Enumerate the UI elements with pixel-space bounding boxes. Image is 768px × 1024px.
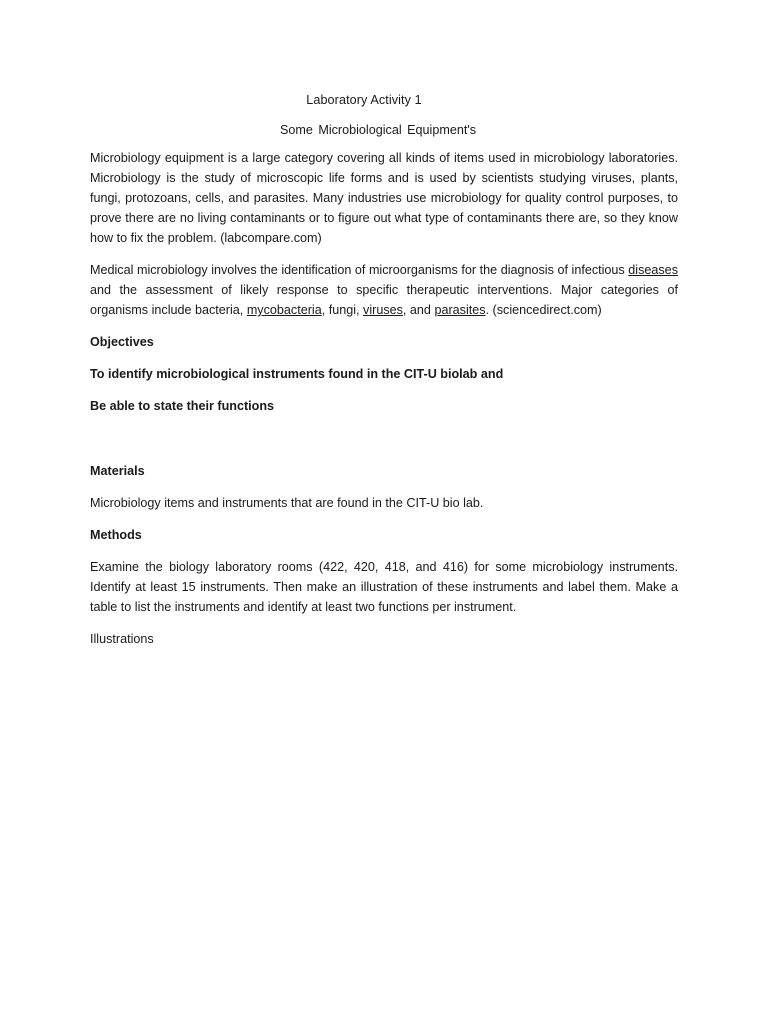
medical-text-5: . (sciencedirect.com): [485, 303, 602, 317]
document-page: [90, 90, 678, 649]
methods-text: Examine the biology laboratory rooms (422, 420, 418, and 416) for some microbiology instruments. Identify at least 15 instruments. Then make an illustration of these instruments and label them. Make a table to list the instruments and identify at least two functions per instrument.: [90, 560, 678, 614]
materials-heading: Materials: [90, 464, 145, 478]
mycobacteria-link[interactable]: mycobacteria: [246, 303, 322, 317]
illustrations-label: Illustrations: [90, 632, 154, 646]
objective-1: To identify microbiological instruments found in the CIT-U biolab and: [90, 367, 504, 381]
medical-text-1: Medical microbiology involves the identification of microorganisms for the diagnosis of infectious: [90, 263, 629, 277]
diseases-link[interactable]: diseases: [628, 263, 678, 277]
objectives-heading: Objectives: [90, 335, 154, 349]
intro-paragraph: Microbiology equipment is a large category covering all kinds of items used in microbiology laboratories. Microbiology is the study of microscopic life forms and is used by scientists studying viruses, plants, fungi, protozoans, cells, and parasites. Many industries use microbiology for quality control purposes, to prove there are no living contaminants or to figure out what type of contaminants there are, so they know how to fix the problem. (labcompare.com): [90, 151, 678, 245]
materials-text: Microbiology items and instruments that are found in the CIT-U bio lab.: [90, 496, 484, 510]
medical-paragraph: [90, 260, 678, 320]
medical-text-3: , fungi,: [321, 303, 364, 317]
viruses-link[interactable]: viruses: [363, 303, 403, 317]
document-title: Laboratory Activity 1: [306, 93, 422, 107]
medical-text-2: and the assessment of likely response to specific therapeutic interventions. Major categories of organisms include bacteria,: [90, 283, 678, 317]
parasites-link[interactable]: parasites: [434, 303, 486, 317]
document-subtitle: Some Microbiological Equipment's: [279, 123, 477, 137]
objective-2: Be able to state their functions: [90, 399, 275, 413]
methods-heading: Methods: [90, 528, 142, 542]
medical-text-4: , and: [402, 303, 435, 317]
